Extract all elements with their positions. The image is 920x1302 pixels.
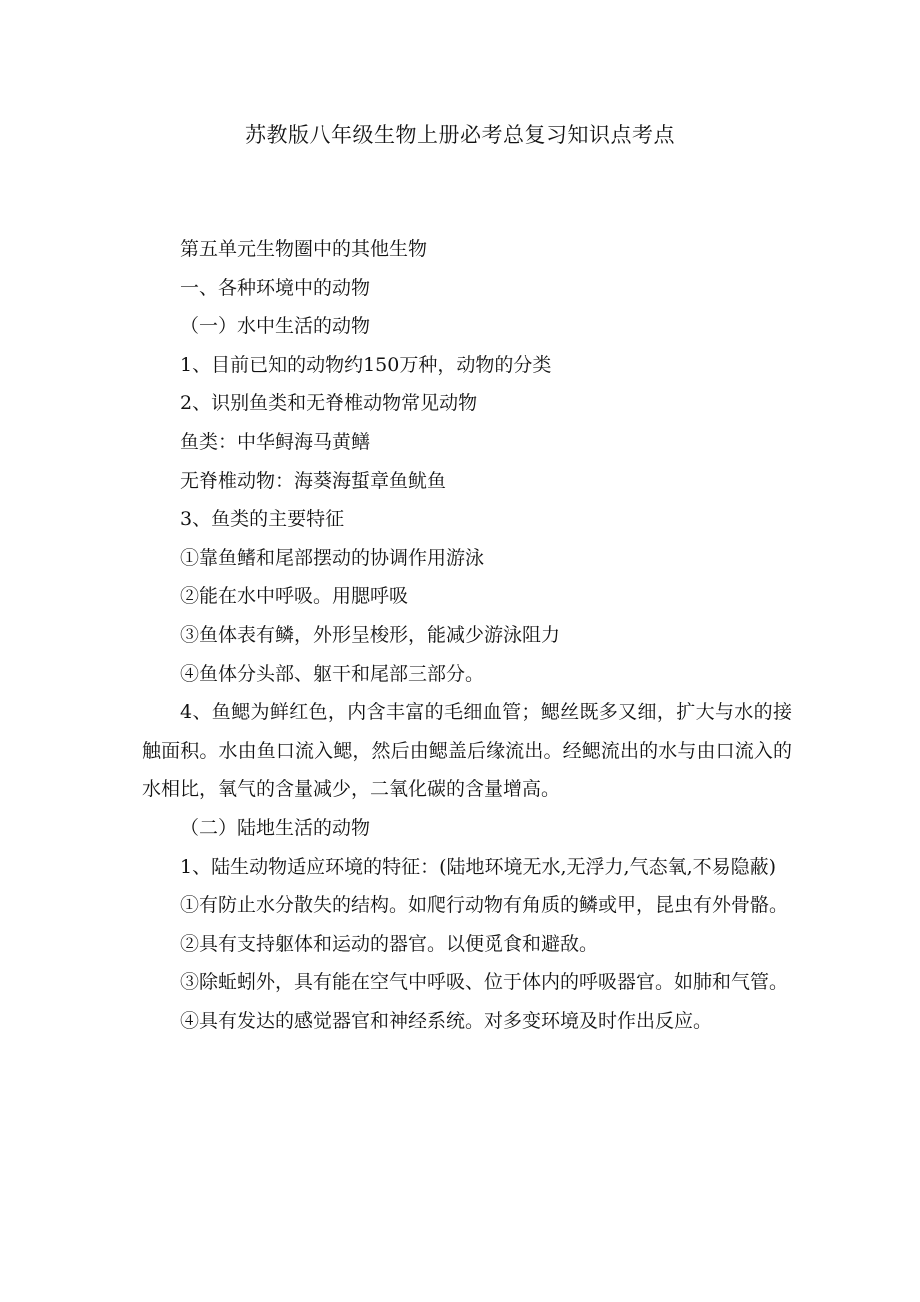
subsection-heading: （一）水中生活的动物 (180, 315, 371, 338)
document-title: 苏教版八年级生物上册必考总复习知识点考点 (245, 123, 675, 147)
paragraph: ①有防止水分散失的结构。如爬行动物有角质的鳞或甲，昆虫有外骨骼。 (180, 894, 789, 917)
paragraph: 1、陆生动物适应环境的特征：(陆地环境无水,无浮力,气态氧,不易隐蔽) (180, 855, 777, 878)
paragraph: ②能在水中呼吸。用腮呼吸 (180, 585, 409, 608)
paragraph: 2、识别鱼类和无脊椎动物常见动物 (180, 392, 478, 415)
paragraph: 1、目前已知的动物约150万种，动物的分类 (180, 353, 552, 376)
unit-heading: 第五单元生物圈中的其他生物 (180, 238, 428, 260)
paragraph: ③除蚯蚓外，具有能在空气中呼吸、位于体内的呼吸器官。如肺和气管。 (180, 971, 789, 994)
section-heading: 一、各种环境中的动物 (180, 276, 371, 299)
paragraph: 鱼类：中华鲟海马黄鳝 (180, 430, 371, 453)
paragraph: ②具有支持躯体和运动的器官。以便觅食和避敌。 (180, 932, 599, 955)
paragraph: ④鱼体分头部、躯干和尾部三部分。 (180, 662, 485, 685)
paragraph: 3、鱼类的主要特征 (180, 508, 345, 531)
paragraph: ④具有发达的感觉器官和神经系统。对多变环境及时作出反应。 (180, 1009, 713, 1032)
subsection-heading: （二）陆地生活的动物 (180, 816, 371, 839)
paragraph: ③鱼体表有鳞，外形呈梭形，能减少游泳阻力 (180, 623, 561, 646)
paragraph: ①靠鱼鳍和尾部摆动的协调作用游泳 (180, 546, 485, 569)
document-body (142, 230, 792, 1040)
paragraph: 4、鱼鳃为鲜红色，内含丰富的毛细血管；鳃丝既多又细，扩大与水的接触面积。水由鱼口流入鳃，然后由鳃盖后缘流出。经鳃流出的水与由口流入的水相比，氧气的含量减少，二氧化碳的含量增高。 (142, 701, 792, 801)
paragraph: 无脊椎动物：海葵海蜇章鱼鱿鱼 (180, 469, 447, 492)
